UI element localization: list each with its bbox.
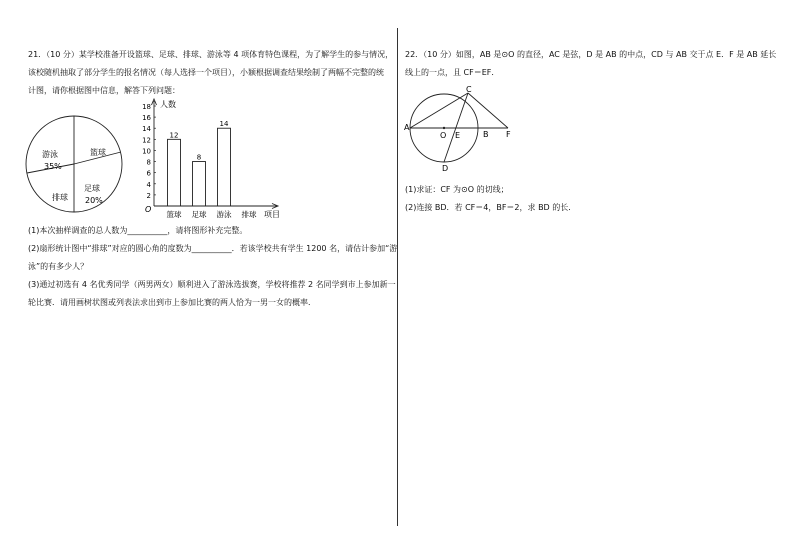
q21-question-2-line2: 泳”的有多少人？	[28, 262, 89, 271]
y-tick-label: 4	[146, 180, 151, 189]
x-axis-label: 项目	[264, 210, 280, 219]
bar	[218, 128, 231, 206]
q21-question-3-line2: 轮比赛．请用画树状图或列表法求出到市上参加比赛的两人恰为一男一女的概率．	[28, 298, 316, 307]
y-tick-label: 14	[142, 125, 151, 134]
q21-stem-line3: 计图，请你根据图中信息，解答下列问题：	[28, 86, 180, 95]
x-tick-label: 排球	[241, 210, 257, 219]
bar	[193, 162, 206, 206]
q22-question-2: (2)连接 BD．若 CF＝4，BF＝2，求 BD 的长．	[405, 203, 577, 212]
point-label-B: B	[483, 130, 489, 139]
pie-label-basketball: 篮球	[90, 148, 106, 157]
q21-stem-line2: 该校随机抽取了部分学生的报名情况（每人选择一个项目），小颖根据调查结果绘制了两幅不完整的统	[28, 68, 384, 77]
q22-stem-line2: 线上的一点，且 CF＝EF．	[405, 68, 500, 77]
q21-question-2-line1: (2)扇形统计图中“排球”对应的圆心角的度数为__________．若该学校共有学生 1200 名，请估计参加“游	[28, 244, 398, 253]
q22-question-1: (1)求证：CF 为⊙O 的切线；	[405, 185, 509, 194]
pie-label-swim-pct: 35%	[44, 162, 62, 171]
point-label-D: D	[442, 164, 449, 173]
geometry-figure	[402, 84, 522, 174]
pie-label-football-pct: 20%	[85, 196, 103, 205]
pie-label-swim: 游泳	[42, 150, 58, 159]
point-label-O: O	[440, 131, 447, 140]
x-tick-label: 篮球	[166, 210, 182, 219]
x-tick-label: 游泳	[216, 210, 232, 219]
pie-label-volleyball: 排球	[52, 193, 68, 202]
y-tick-label: 10	[142, 147, 151, 156]
q22-stem-line1: 22．（10 分）如图，AB 是⊙O 的直径，AC 是弦，D 是 AB 的中点，CD 与 AB 交于点 E．F 是 AB 延长	[405, 50, 777, 59]
bar-chart	[132, 96, 292, 224]
q21-question-3-line1: (3)通过初选有 4 名优秀同学（两男两女）顺利进入了游泳选拔赛，学校将推荐 2 名同学到市上参加新一	[28, 280, 396, 289]
y-tick-label: 2	[146, 191, 151, 200]
point-label-C: C	[466, 85, 472, 94]
page-divider	[397, 28, 398, 526]
x-tick-label: 足球	[191, 210, 207, 219]
y-tick-label: 8	[146, 158, 151, 167]
bar-value-label: 12	[169, 131, 179, 140]
point-label-F: F	[506, 130, 511, 139]
point-label-A: A	[404, 123, 410, 132]
origin-label: O	[145, 205, 152, 214]
q21-stem-line1: 21．（10 分）某学校准备开设篮球、足球、排球、游泳等 4 项体育特色课程，为了解学生的参与情况，	[28, 50, 394, 59]
q21-question-1: (1)本次抽样调查的总人数为__________，请将图形补充完整。	[28, 226, 248, 235]
bar-value-label: 14	[219, 120, 229, 129]
y-axis-label: 人数	[160, 100, 176, 109]
pie-chart	[22, 112, 126, 216]
y-tick-label: 18	[142, 103, 151, 111]
y-tick-label: 16	[142, 114, 151, 123]
y-tick-label: 6	[146, 169, 151, 178]
point-label-E: E	[455, 131, 461, 140]
y-tick-label: 12	[142, 136, 151, 145]
bar-value-label: 8	[196, 153, 202, 162]
bar	[168, 139, 181, 206]
pie-label-football: 足球	[84, 184, 100, 193]
